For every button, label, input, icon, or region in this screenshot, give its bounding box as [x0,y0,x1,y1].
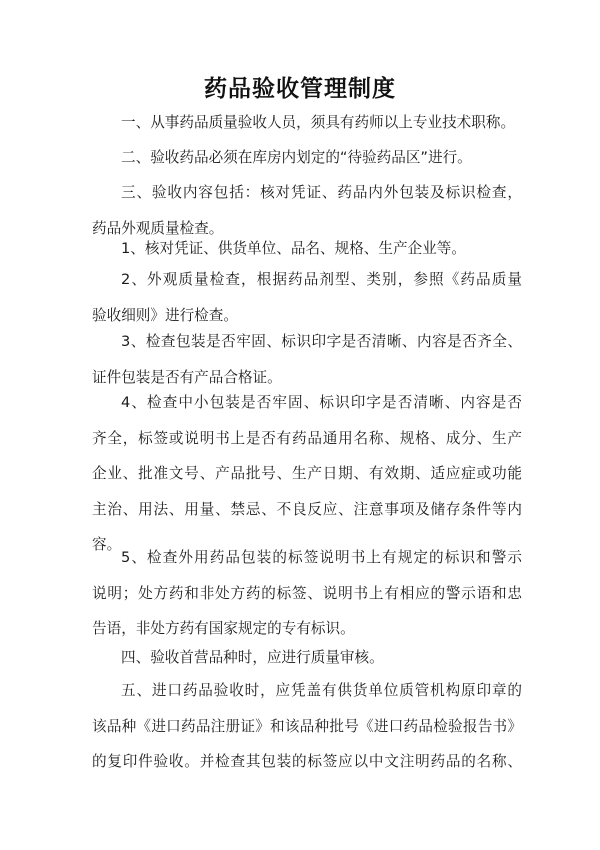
paragraph-line: 药品外观质量检查。 [92,219,224,237]
paragraph-line: 四、验收首营品种时，应进行质量审核。 [121,649,384,666]
paragraph-line: 二、验收药品必须在库房内划定的“待验药品区”进行。 [121,149,472,166]
paragraph-item-2 [92,262,522,333]
paragraph-4 [92,640,522,676]
paragraph-line: 容。 [92,536,122,553]
paragraph-line: 齐全，标签或说明书上是否有药品通用名称、规格、成分、生产 [92,429,522,447]
paragraph-line: 说明；处方药和非处方药的标签、说明书上有相应的警示语和忠 [92,584,522,602]
document-title: 药品验收管理制度 [204,76,396,102]
paragraph-line: 1、核对凭证、供货单位、品名、规格、生产企业等。 [121,240,466,257]
paragraph-line: 告语，非处方药有国家规定的专有标识。 [92,620,355,637]
paragraph-line: 主治、用法、用量、禁忌、不良反应、注意事项及储存条件等内 [92,500,522,518]
paragraph-line: 验收细则》进行检查。 [92,306,238,324]
paragraph-line: 3、检查包装是否牢固、标识印字是否清晰、内容是否齐全、 [121,333,522,350]
paragraph-line: 企业、批准文号、产品批号、生产日期、有效期、适应症或功能 [92,465,522,482]
paragraph-line: 5、检查外用药品包装的标签说明书上有规定的标识和警示 [121,549,522,566]
paragraph-line: 该品种《进口药品注册证》和该品种批号《进口药品检验报告书》 [92,717,522,735]
paragraph-item-4 [92,385,522,563]
paragraph-1 [92,105,522,141]
paragraph-item-5 [92,540,522,647]
paragraph-line: 2、外观质量检查，根据药品剂型、类别，参照《药品质量 [121,271,522,288]
paragraph-line: 4、检查中小包装是否牢固、标识印字是否清晰、内容是否 [121,394,522,411]
paragraph-line: 的复印件验收。并检查其包装的标签应以中文注明药品的名称、 [92,753,522,770]
paragraph-2 [92,140,522,176]
paragraph-line: 证件包装是否有产品合格证。 [92,368,282,386]
paragraph-line: 五、进口药品验收时，应凭盖有供货单位质管机构原印章的 [121,682,522,699]
paragraph-5 [92,673,522,780]
paragraph-line: 三、验收内容包括：核对凭证、药品内外包装及标识检查， [121,184,522,201]
paragraph-line: 一、从事药品质量验收人员，须具有药师以上专业技术职称。 [121,114,516,131]
